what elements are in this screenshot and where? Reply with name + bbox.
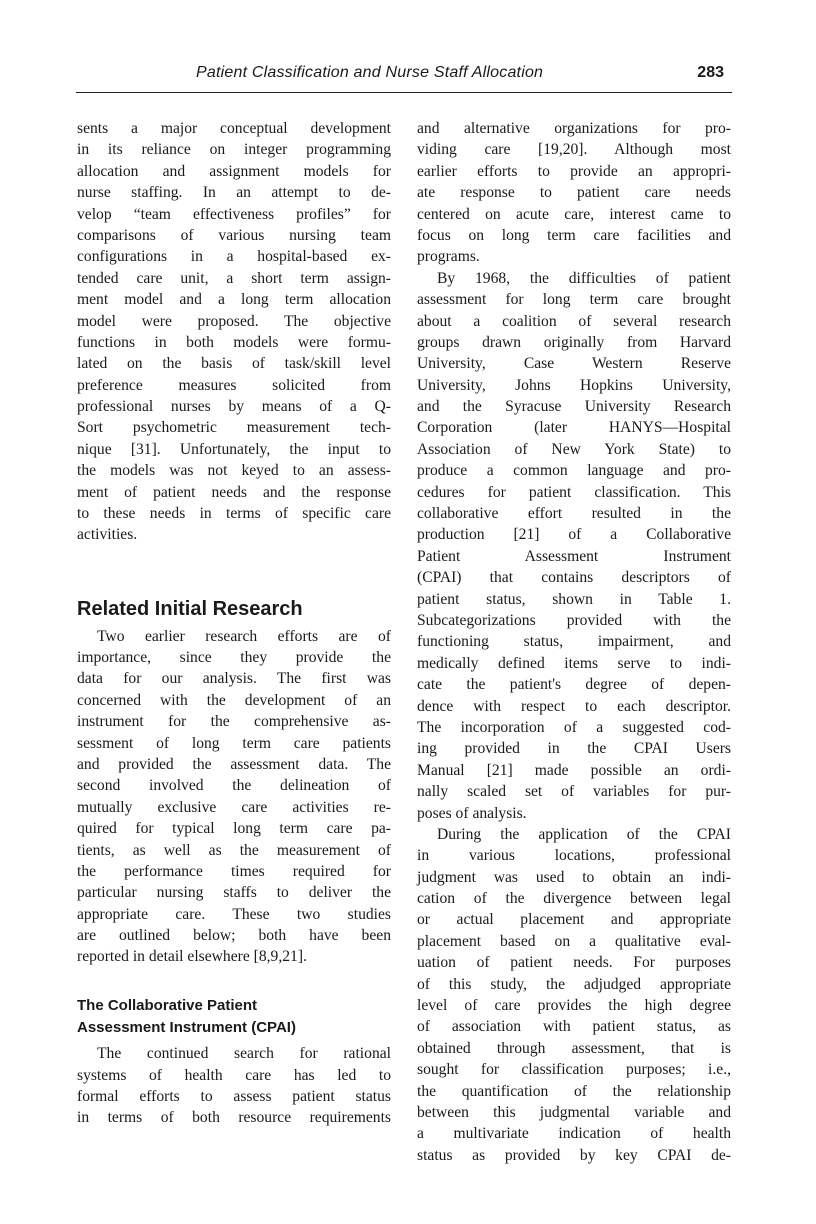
text-line: concerned with the development of an: [77, 691, 391, 709]
text-line: model were proposed. The objective: [77, 312, 391, 330]
text-line: of association with patient status, as: [417, 1018, 731, 1036]
text-line: a multivariate indication of health: [417, 1125, 731, 1143]
text-line: professional nurses by means of a Q-: [77, 398, 391, 416]
text-line: in its reliance on integer programming: [77, 141, 391, 159]
paragraph-application: [417, 824, 731, 1166]
text-line: status as provided by key CPAI de-: [417, 1146, 731, 1164]
text-line: nurse staffing. In an attempt to de-: [77, 184, 391, 202]
text-line: the models was not keyed to an assess-: [77, 462, 391, 480]
text-line: The incorporation of a suggested cod-: [417, 718, 731, 736]
text-line: preference measures solicited from: [77, 376, 391, 394]
text-line: viding care [19,20]. Although most: [417, 141, 731, 159]
text-line: ment of patient needs and the response: [77, 483, 391, 501]
text-line: Sort psychometric measurement tech-: [77, 419, 391, 437]
text-line: groups drawn originally from Harvard: [417, 333, 731, 351]
text-line: the performance times required for: [77, 862, 391, 880]
right-column: [417, 118, 731, 1166]
text-line: uation of patient needs. For purposes: [417, 954, 731, 972]
subsection-heading: Assessment Instrument (CPAI): [77, 1019, 296, 1037]
text-line: University, Case Western Reserve: [417, 355, 731, 373]
text-line: level of care provides the high degree: [417, 997, 731, 1015]
text-line: programs.: [417, 248, 480, 266]
paragraph-cpai-intro: [77, 1043, 391, 1129]
text-line: tended care unit, a short term assign-: [77, 269, 391, 287]
paragraph-coalition: [417, 268, 731, 824]
text-line: activities.: [77, 526, 138, 544]
text-line: placement based on a qualitative eval-: [417, 932, 731, 950]
section-heading: Related Initial Research: [77, 597, 303, 620]
text-line: focus on long term care facilities and: [417, 226, 731, 244]
text-line: to these needs in terms of specific care: [77, 505, 391, 523]
text-line: and alternative organizations for pro-: [417, 120, 731, 137]
text-line: instrument for the comprehensive as-: [77, 713, 391, 731]
text-line: During the application of the CPAI: [437, 825, 731, 843]
text-line: production [21] of a Collaborative: [417, 526, 731, 544]
text-line: and provided the assessment data. The: [77, 755, 391, 773]
text-line: (CPAI) that contains descriptors of: [417, 569, 731, 587]
text-line: are outlined below; both have been: [77, 927, 391, 945]
text-line: quired for typical long term care pa-: [77, 820, 391, 838]
text-line: systems of health care has led to: [77, 1066, 391, 1084]
text-line: cate the patient's degree of depen-: [417, 676, 731, 694]
text-line: sents a major conceptual development: [77, 120, 391, 137]
text-line: importance, since they provide the: [77, 648, 391, 666]
text-line: dence with respect to each descriptor.: [417, 697, 731, 715]
text-line: nally scaled set of variables for pur-: [417, 783, 731, 801]
text-line: judgment was used to obtain an indi-: [417, 868, 731, 886]
text-line: reported in detail elsewhere [8,9,21].: [77, 948, 307, 966]
subsection-heading: The Collaborative Patient: [77, 997, 258, 1015]
text-line: cation of the divergence between legal: [417, 890, 731, 908]
text-line: configurations in a hospital-based ex-: [77, 248, 391, 266]
text-line: Corporation (later HANYS—Hospital: [417, 419, 731, 437]
text-line: lated on the basis of task/skill level: [77, 355, 391, 373]
text-line: functions in both models were formu-: [77, 333, 391, 351]
text-line: the quantification of the relationship: [417, 1082, 731, 1100]
running-title: Patient Classification and Nurse Staff Allocation: [196, 64, 544, 81]
text-line: ment model and a long term allocation: [77, 291, 391, 309]
text-line: earlier efforts to provide an appropri-: [417, 162, 731, 180]
text-line: velop “team effectiveness profiles” for: [77, 205, 391, 223]
text-line: Manual [21] made possible an ordi-: [417, 761, 731, 779]
text-line: sought for classification purposes; i.e.,: [417, 1061, 731, 1079]
paragraph-organizations: [417, 118, 731, 268]
text-line: University, Johns Hopkins University,: [417, 376, 731, 394]
text-line: of this study, the adjudged appropriate: [417, 975, 731, 993]
text-line: or actual placement and appropriate: [417, 911, 731, 929]
text-line: patient status, shown in Table 1.: [417, 590, 731, 608]
text-line: about a coalition of several research: [417, 312, 731, 330]
text-line: allocation and assignment models for: [77, 162, 391, 180]
text-line: tients, as well as the measurement of: [77, 841, 391, 859]
text-line: collaborative effort resulted in the: [417, 505, 731, 523]
text-line: comparisons of various nursing team: [77, 226, 391, 244]
text-line: and the Syracuse University Research: [417, 398, 731, 416]
text-line: Two earlier research efforts are of: [97, 627, 391, 645]
text-line: The continued search for rational: [97, 1045, 391, 1063]
text-line: medically defined items serve to indi-: [417, 654, 731, 672]
text-line: mutually exclusive care activities re-: [77, 798, 391, 816]
running-header: [76, 62, 732, 93]
text-line: Association of New York State) to: [417, 440, 731, 458]
text-line: Patient Assessment Instrument: [417, 547, 731, 565]
text-line: data for our analysis. The first was: [77, 670, 391, 688]
page-number: 283: [697, 64, 724, 81]
text-line: second involved the delineation of: [77, 777, 391, 795]
text-line: assessment for long term care brought: [417, 291, 731, 309]
text-line: sessment of long term care patients: [77, 734, 391, 752]
paragraph-intro-continued: [77, 118, 391, 546]
text-line: nique [31]. Unfortunately, the input to: [77, 440, 391, 458]
text-line: By 1968, the difficulties of patient: [437, 269, 731, 287]
text-line: formal efforts to assess patient status: [77, 1088, 391, 1106]
text-line: in various locations, professional: [417, 847, 731, 865]
text-line: centered on acute care, interest came to: [417, 205, 731, 223]
text-line: between this judgmental variable and: [417, 1103, 731, 1121]
left-column: [77, 118, 391, 1129]
text-line: particular nursing staffs to deliver the: [77, 884, 391, 902]
text-line: appropriate care. These two studies: [77, 905, 391, 923]
text-line: poses of analysis.: [417, 804, 527, 822]
text-line: cedures for patient classification. This: [417, 483, 731, 501]
text-line: ing provided in the CPAI Users: [417, 740, 731, 758]
text-line: Subcategorizations provided with the: [417, 611, 731, 629]
text-line: obtained through assessment, that is: [417, 1039, 731, 1057]
text-line: ate response to patient care needs: [417, 184, 731, 202]
text-line: produce a common language and pro-: [417, 462, 731, 480]
text-line: in terms of both resource requirements: [77, 1109, 391, 1127]
paragraph-related-research: [77, 626, 391, 968]
text-line: functioning status, impairment, and: [417, 633, 731, 651]
